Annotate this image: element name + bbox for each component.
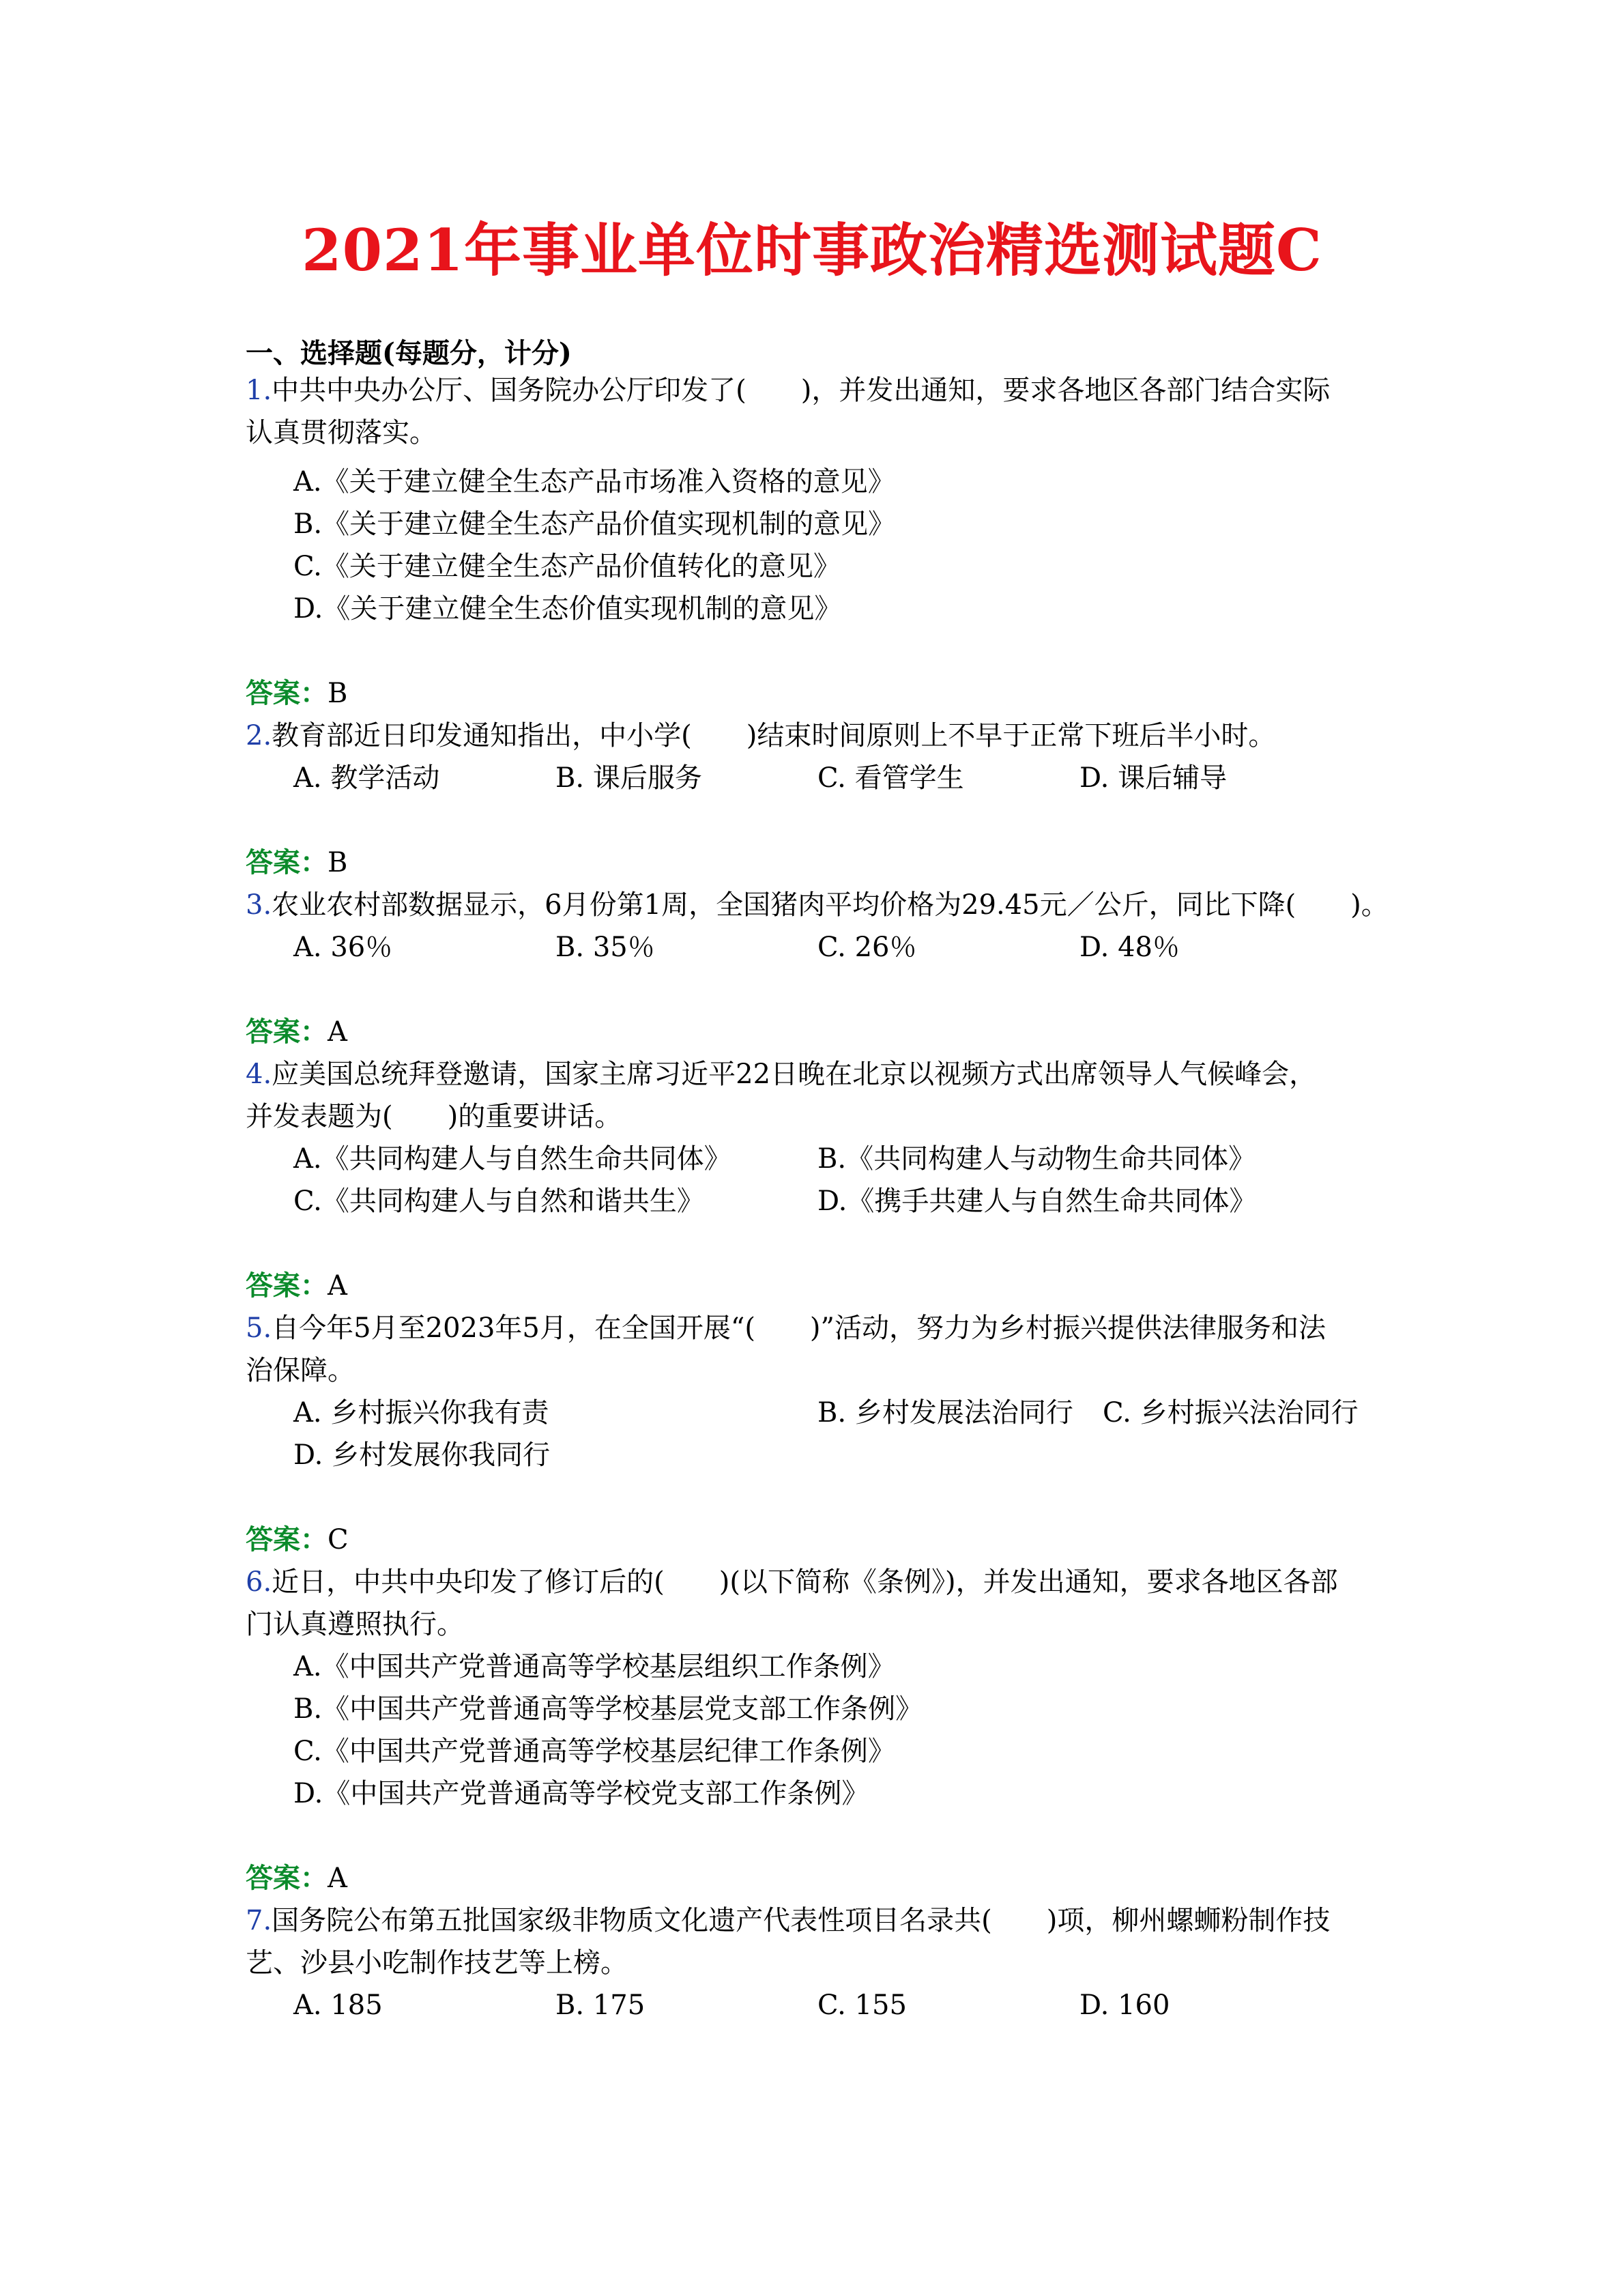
- answer-option: A.《关于建立健全生态产品市场准入资格的意见》: [293, 466, 895, 498]
- answer-label: 答案：: [246, 1523, 328, 1555]
- answer-label: 答案：: [246, 846, 328, 878]
- answer-option: C. 看管学生: [817, 762, 964, 794]
- question-number: 4.: [246, 1059, 272, 1090]
- answer-option: C.《共同构建人与自然和谐共生》: [293, 1186, 704, 1217]
- answer-option: A.《共同构建人与自然生命共同体》: [293, 1143, 731, 1175]
- answer-option: B. 乡村发展法治同行: [817, 1397, 1073, 1429]
- answer-line: [246, 1018, 347, 1046]
- question-stem: [246, 419, 437, 446]
- question-stem-text: 治保障。: [246, 1355, 355, 1386]
- answer-option: B.《关于建立健全生态产品价值实现机制的意见》: [293, 508, 896, 540]
- answer-label: 答案：: [246, 1269, 328, 1302]
- answer-label: 答案：: [246, 1862, 328, 1894]
- answer-option: B.《中国共产党普通高等学校基层党支部工作条例》: [293, 1693, 923, 1725]
- question-stem-text: 艺、沙县小吃制作技艺等上榜。: [246, 1947, 628, 1979]
- question-number: 5.: [246, 1312, 272, 1344]
- question-stem-text: 中共中央办公厅、国务院办公厅印发了( )，并发出通知，要求各地区各部门结合实际: [272, 375, 1331, 406]
- question-stem-text: 应美国总统拜登邀请，国家主席习近平22日晚在北京以视频方式出席领导人气候峰会，: [272, 1059, 1317, 1090]
- answer-option: D. 乡村发展你我同行: [293, 1439, 551, 1471]
- answer-line: [246, 677, 348, 709]
- answer-option: A.《中国共产党普通高等学校基层组织工作条例》: [293, 1651, 895, 1682]
- question-number: 7.: [246, 1905, 272, 1936]
- answer-value: B: [328, 847, 348, 878]
- question-stem-text: 并发表题为( )的重要讲话。: [246, 1101, 622, 1132]
- answer-value: A: [328, 1270, 347, 1302]
- answer-option: D.《携手共建人与自然生命共同体》: [817, 1186, 1257, 1217]
- answer-option: C. 155: [817, 1990, 907, 2021]
- question-stem: [246, 1611, 464, 1638]
- page-title: 2021年事业单位时事政治精选测试题C: [302, 216, 1322, 284]
- answer-option: B.《共同构建人与动物生命共同体》: [817, 1143, 1256, 1175]
- question-number: 2.: [246, 720, 272, 751]
- answer-option: D. 160: [1079, 1990, 1170, 2021]
- answer-option: A. 乡村振兴你我有责: [293, 1397, 549, 1429]
- answer-option: D. 48％: [1079, 932, 1180, 963]
- answer-option: C. 26％: [817, 932, 917, 963]
- answer-option: B. 课后服务: [555, 762, 702, 794]
- question-stem-text: 国务院公布第五批国家级非物质文化遗产代表性项目名录共( )项，柳州螺蛳粉制作技: [272, 1905, 1331, 1936]
- question-stem: [246, 891, 1389, 919]
- answer-line: [246, 1862, 347, 1894]
- answer-label: 答案：: [246, 1016, 328, 1048]
- answer-option: C. 乡村振兴法治同行: [1103, 1397, 1359, 1429]
- answer-option: A. 教学活动: [293, 762, 440, 794]
- answer-value: C: [328, 1524, 349, 1555]
- question-stem: [246, 1357, 355, 1384]
- answer-option: A. 185: [293, 1990, 383, 2021]
- question-stem: [246, 722, 1275, 749]
- question-stem: [246, 1103, 622, 1130]
- answer-option: D.《关于建立健全生态价值实现机制的意见》: [293, 593, 842, 625]
- question-stem: [246, 1568, 1338, 1596]
- answer-option: B. 175: [555, 1990, 646, 2021]
- question-number: 1.: [246, 375, 272, 406]
- question-stem-text: 农业农村部数据显示，6月份第1周，全国猪肉平均价格为29.45元／公斤，同比下降( )。: [272, 889, 1389, 921]
- question-stem: [246, 1061, 1316, 1088]
- answer-value: A: [328, 1016, 347, 1048]
- question-number: 6.: [246, 1566, 272, 1598]
- answer-option: C.《中国共产党普通高等学校基层纪律工作条例》: [293, 1736, 895, 1767]
- answer-option: D.《中国共产党普通高等学校党支部工作条例》: [293, 1778, 869, 1809]
- answer-value: A: [328, 1863, 347, 1894]
- answer-option: A. 36％: [293, 932, 393, 963]
- question-stem-text: 自今年5月至2023年5月，在全国开展“( )”活动，努力为乡村振兴提供法律服务和法: [272, 1312, 1326, 1344]
- answer-label: 答案：: [246, 677, 328, 709]
- question-number: 3.: [246, 889, 272, 921]
- section-header: 一、选择题(每题分，计分): [246, 337, 572, 369]
- answer-line: [246, 1523, 349, 1555]
- question-stem: [246, 1907, 1330, 1934]
- answer-value: B: [328, 678, 348, 709]
- question-stem-text: 门认真遵照执行。: [246, 1609, 464, 1640]
- answer-option: B. 35％: [555, 932, 655, 963]
- question-stem-text: 教育部近日印发通知指出，中小学( )结束时间原则上不早于正常下班后半小时。: [272, 720, 1276, 751]
- question-stem: [246, 377, 1330, 404]
- question-stem-text: 认真贯彻落实。: [246, 417, 437, 448]
- question-stem-text: 近日，中共中央印发了修订后的( )(以下简称《条例》)，并发出通知，要求各地区各部: [272, 1566, 1338, 1598]
- answer-option: C.《关于建立健全生态产品价值转化的意见》: [293, 551, 841, 582]
- question-stem: [246, 1949, 628, 1977]
- question-stem: [246, 1312, 1326, 1344]
- answer-option: D. 课后辅导: [1079, 762, 1228, 794]
- answer-line: [246, 1269, 347, 1302]
- answer-line: [246, 846, 348, 878]
